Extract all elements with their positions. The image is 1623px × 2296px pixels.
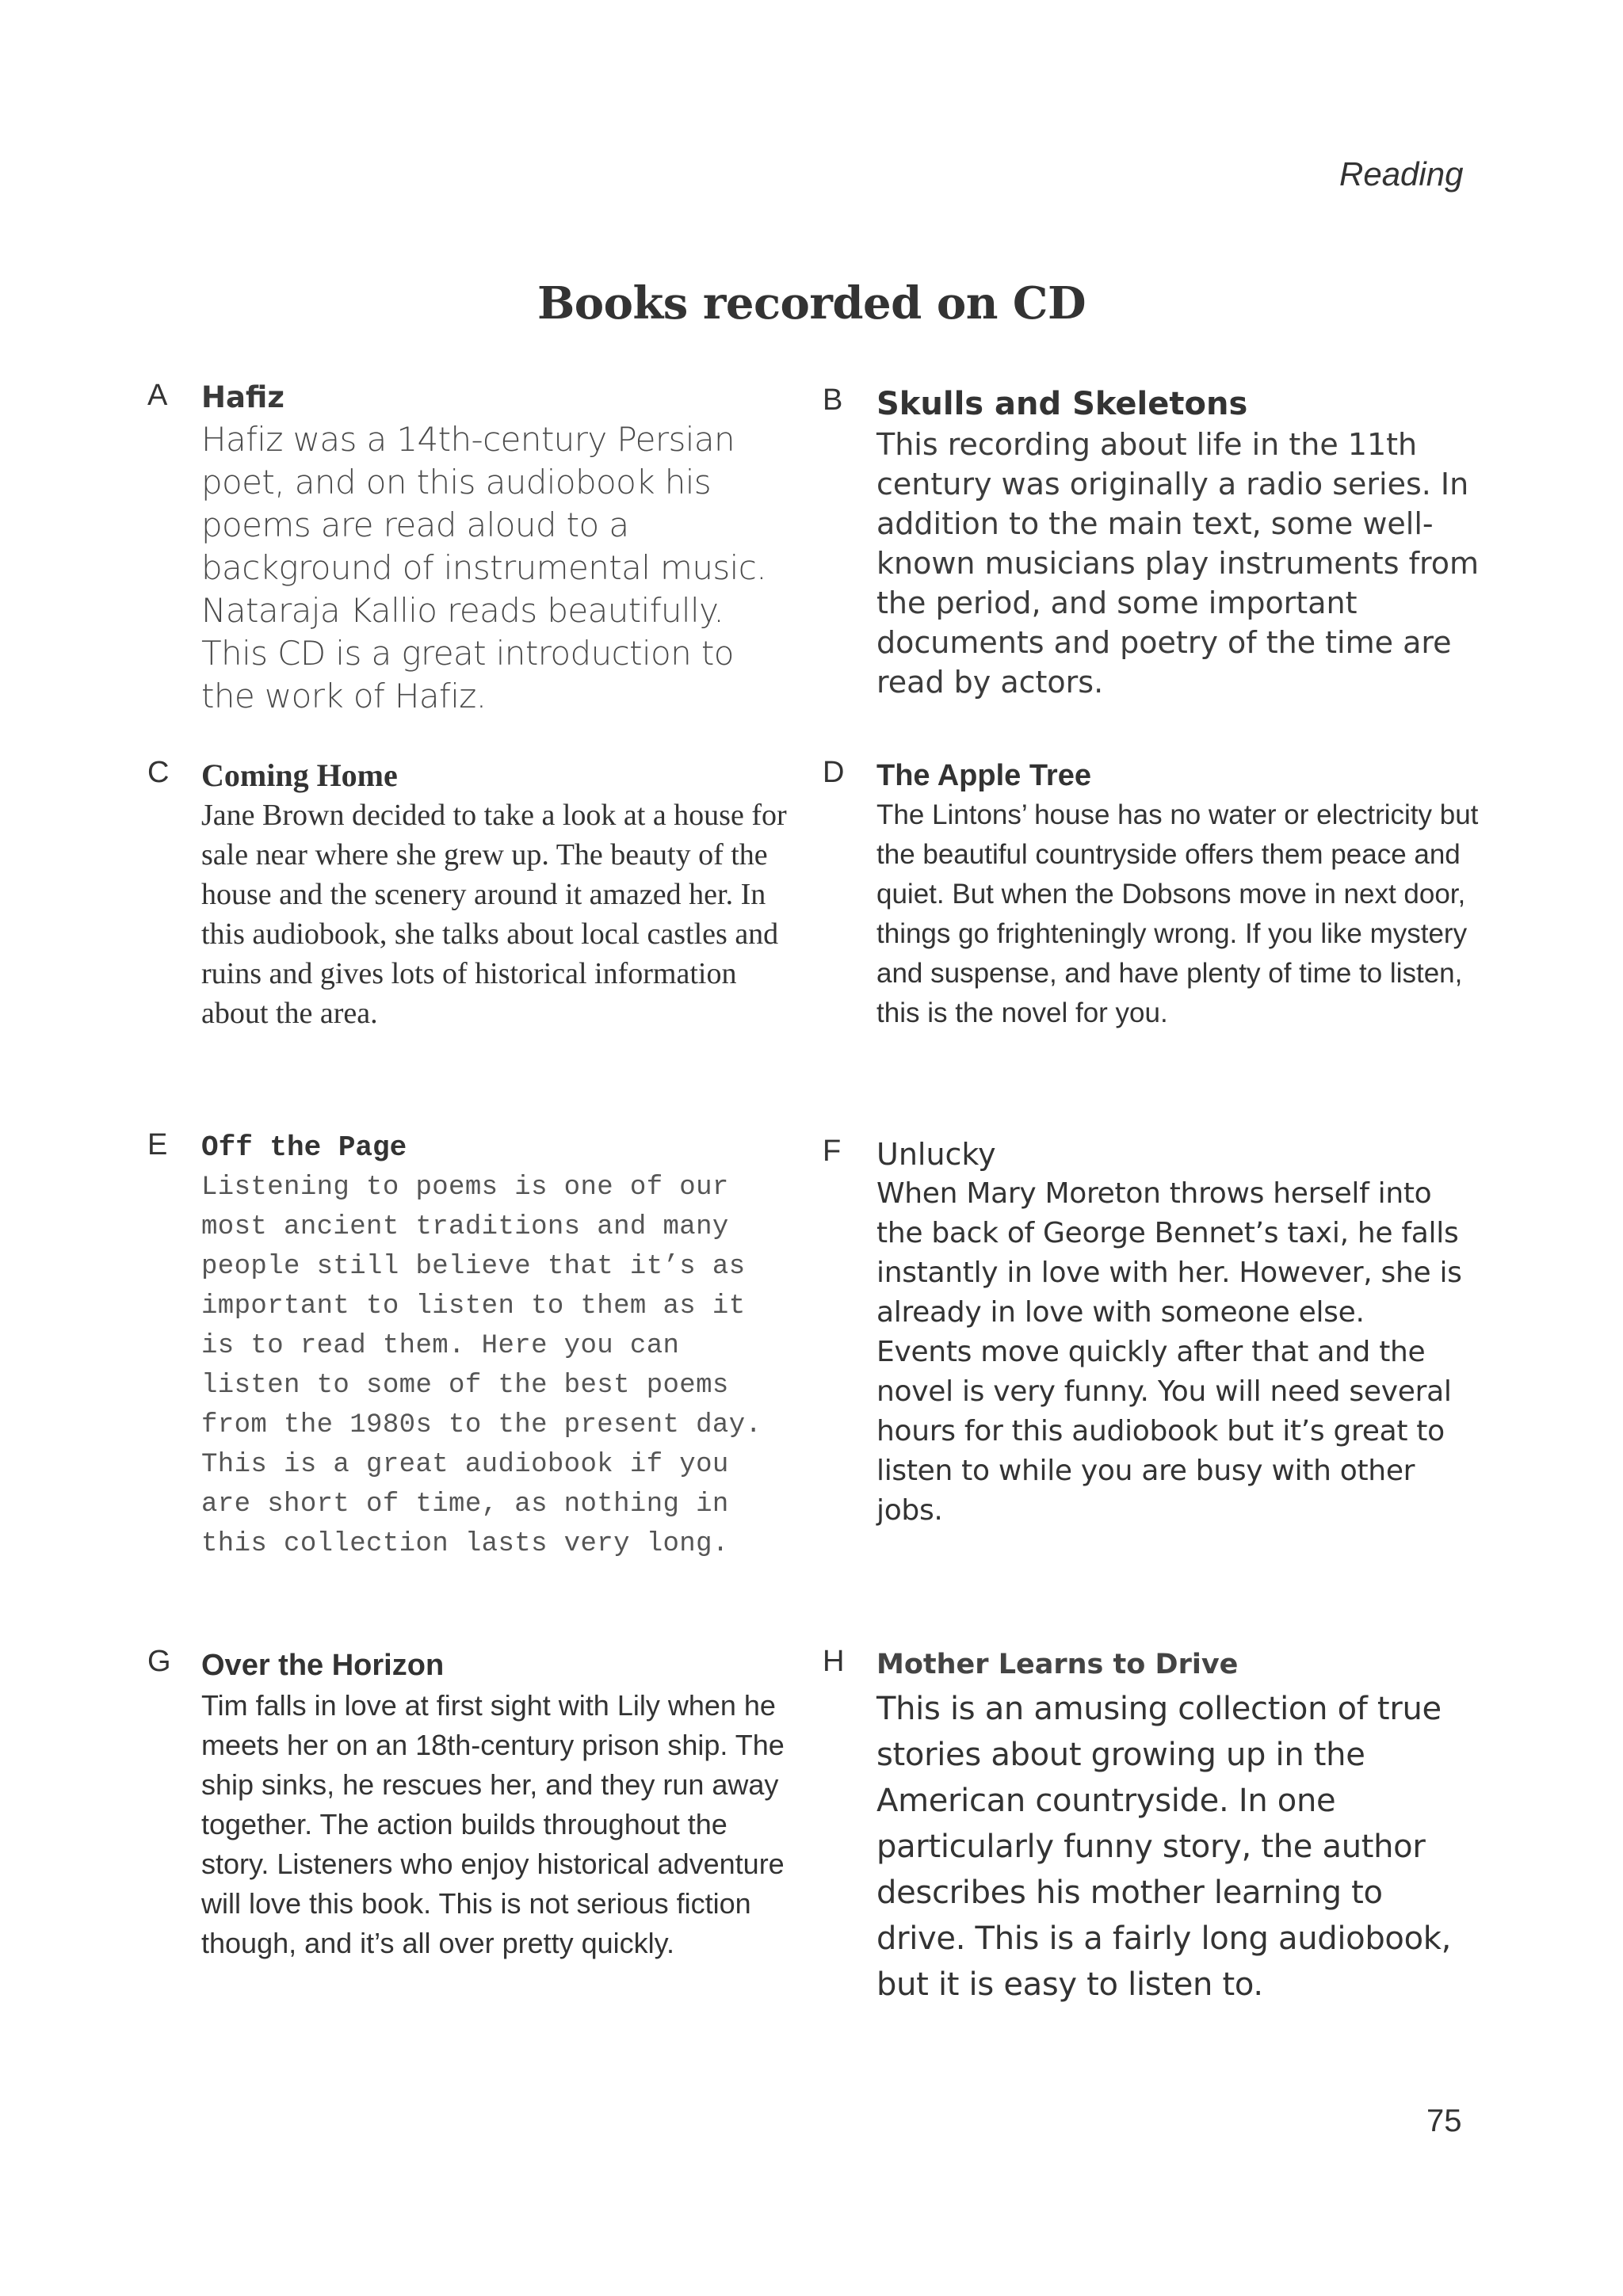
page-number: 75 xyxy=(1426,2103,1462,2138)
entry-e xyxy=(147,1128,773,1564)
page-title: Books recorded on CD xyxy=(537,277,1086,330)
entry-letter: G xyxy=(147,1645,171,1678)
entry-b xyxy=(823,383,1479,702)
entry-title: Coming Home xyxy=(201,757,398,793)
entry-a xyxy=(147,379,773,718)
entry-text: Jane Brown decided to take a look at a house for sale near where she grew up. The beauty of the house and the scenery around it amazed her. In this audiobook, she talks about local castles and ruins and gives lots of historical information about the area. xyxy=(201,799,787,1030)
entry-g xyxy=(147,1645,785,1963)
entry-title: Unlucky xyxy=(876,1137,996,1172)
entry-letter: D xyxy=(823,756,845,789)
entry-letter: B xyxy=(823,383,843,417)
entry-text: This is an amusing collection of true stories about growing up in the American countryside. In one particularly funny story, the author describes his mother learning to drive. This is a fairly long audiobook, but it is easy to listen to. xyxy=(876,1691,1452,2003)
entry-text: Tim falls in love at first sight with Lily when he meets her on an 18th-century prison ship. The ship sinks, he rescues her, and they run away together. The action builds throughout the story. Listeners who enjoy historical adventure will love this book. This is not serious fiction though, and it’s all over pretty quickly. xyxy=(201,1689,785,1959)
entry-c xyxy=(147,756,787,1033)
entry-title: Mother Learns to Drive xyxy=(876,1649,1239,1680)
entry-letter: F xyxy=(823,1135,842,1168)
entry-letter: C xyxy=(147,756,170,789)
entry-title: Over the Horizon xyxy=(201,1649,445,1682)
entry-text: The Lintons’ house has no water or electricity but the beautiful countryside offers them peace and quiet. But when the Dobsons move in next door, things go frighteningly wrong. If you like mystery and suspense, and have plenty of time to listen, this is the novel for you. xyxy=(876,799,1479,1028)
entry-letter: A xyxy=(147,379,168,412)
entry-text: Hafiz was a 14th-century Persian poet, and on this audiobook his poems are read aloud to a background of instrumental music. Nataraja Kallio reads beautifully. This CD is a great introduction to the work of Hafiz. xyxy=(201,420,766,715)
entry-letter: E xyxy=(147,1128,168,1161)
entry-text: Listening to poems is one of our most ancient traditions and many people still believe that it’s as important to listen to them as it is to read them. Here you can listen to some of the best poems from the 1980s to the present day. This is a great audiobook if you are short of time, as nothing in this collection lasts very long. xyxy=(201,1173,762,1559)
entry-title: Off the Page xyxy=(201,1131,407,1164)
entry-title: Skulls and Skeletons xyxy=(876,386,1248,422)
entry-title: The Apple Tree xyxy=(876,759,1091,792)
entry-title: Hafiz xyxy=(201,380,285,414)
entry-d xyxy=(823,756,1479,1033)
entry-f xyxy=(823,1135,1462,1531)
entry-h xyxy=(823,1645,1452,2008)
entry-text: When Mary Moreton throws herself into the back of George Bennet’s taxi, he falls instantly in love with her. However, she is already in love with someone else. Events move quickly after that and the novel is very funny. You will need several hours for this audiobook but it’s great to listen to while you are busy with other jobs. xyxy=(876,1177,1462,1527)
entry-letter: H xyxy=(823,1645,845,1678)
section-label: Reading xyxy=(1339,155,1464,193)
entry-text: This recording about life in the 11th century was originally a radio series. In addition to the main text, some well-known musicians play instruments from the period, and some important documents and poetry of the time are read by actors. xyxy=(876,427,1479,700)
